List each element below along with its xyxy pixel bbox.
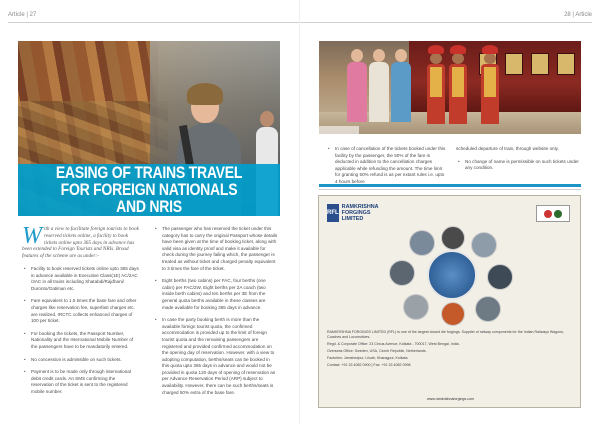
ad-company-name: RAMKRISHNA FORGINGS LIMITED: [341, 204, 379, 222]
right-header-rule: [300, 22, 592, 23]
list-item: • No change of name is permissible on such tickets under any condition.: [456, 159, 581, 172]
ad-factories: Factories: Jamshedpur, Liluah, Kharagpur, Kolkata.: [327, 356, 409, 360]
intro-text: ith a view to facilitate foreign tourists to book reserved tickets online, a facility to book tickets online upto 365 days in advance has been extended to Foreign Tourists and NRIs. Broad features of the scheme are as under:-: [22, 226, 139, 260]
dropcap: W: [22, 223, 42, 249]
left-col1-bullets: [22, 266, 139, 396]
section-divider-grey: [319, 189, 581, 190]
list-item: • Facility to book reserved tickets online upto 365 days in advance available in Executive Class(1E) AC/2AC /3AC in all trains including Shatabdi/Rajdhani/ Duronto/Gatiman etc.: [22, 266, 139, 292]
ad-logo-mark: RFL: [327, 204, 339, 222]
photo-tourist-1: [347, 49, 367, 119]
ad-overseas-office: Overseas Office: Sweden, USA, Czech Republic, Netherlands.: [327, 349, 427, 353]
ad-paragraph: RAMKRISHNA FORGINGS LIMITED (RFL) is one of the largest closed die forgings. Supplier of railway components for the Indian Railways Wagons, Coaches and Locomotives.: [327, 330, 564, 339]
list-item: • Payment is to be made only through international debit credit cards. An SMS confirming the reservation of the ticket is sent to the registered mobile number.: [22, 369, 139, 395]
list-item: • In case the party booking berth is more than the available foreign tourist quota, the confirmed accommodation is provided up to the limit of foreign tourist quota and the remaining passengers are registered and provided confirmed accommodation on the opening day of reservation. However, with a view to adopting computation, berths/seats can be booked in this quota upto 365 days in advance and would not be provided in quota 120 days of opening of reservation as per Advance Reservation Period (ARP) subject to availability. However, there can be such berths/seats is charged 50% extra of the base fare.: [153, 317, 278, 396]
article-headline: EASING OF TRAINS TRAVEL FOR FOREIGN NATIONALS AND NRIS: [55, 163, 243, 216]
right-page: [300, 0, 600, 424]
train-photo: [319, 41, 581, 134]
right-column-2: [456, 146, 581, 178]
left-header-rule: [8, 22, 300, 23]
ad-logo: [327, 203, 389, 223]
right-col2-bullets: [456, 159, 581, 172]
section-divider-blue: [319, 184, 581, 187]
left-column-2: [153, 226, 278, 402]
photo-attendant-1: [427, 45, 445, 123]
ad-website: www.ramkrishnaforgings.com: [427, 397, 474, 401]
list-item: • Eight berths (two cabins) per FAC, four berths (one cabin) per FAC/2W, Eight berths per 2A coach (two inside berth cabins) and ten berths per 3E from the general quota berths available in these classes are made available for booking 365 days in advance.: [153, 278, 278, 311]
left-page-header: Article | 27: [8, 12, 37, 18]
list-item: • The passenger who has reserved the ticket under this category has to carry the original Passport whose details have been given at the time of booking ticket, along with valid visa as identity proof and make it available for check during the journey failing which, the passenger is treated as without ticket and charged penalty equivalent to 3 times the fare of the ticket.: [153, 226, 278, 272]
advertisement: [318, 195, 581, 408]
article-headline-band: [18, 164, 280, 216]
right-page-header: 28 | Article: [564, 12, 592, 18]
photo-attendant-3: [481, 45, 499, 123]
list-item: • No concession is admissible on such tickets.: [22, 357, 139, 364]
intro-paragraph: [22, 223, 139, 260]
ad-registered-office: Regd. & Corporate Office: 23 Circus Avenue, Kolkata - 700017, West Bengal, India.: [327, 342, 460, 346]
ad-emblem-icon: [536, 205, 570, 222]
left-col2-bullets: [153, 226, 278, 396]
ad-product-collage: [379, 226, 524, 326]
right-col1-bullets: [326, 146, 446, 186]
photo-attendant-2: [449, 45, 467, 123]
left-column-1: [22, 223, 139, 401]
list-item: • For booking the tickets, the Passport Number, Nationality and the International Mobile Number of the passengers have to be mandatorily entered.: [22, 331, 139, 351]
list-item: • In case of cancellation of the tickets booked under this facility by the passenger, the 50% of the fare is deducted in addition to the cancellation charges applicable while refunding the amount. The time limit for granting 50% refund is as per extant rules i.e. upto 4 hours before: [326, 146, 446, 186]
list-item: • Fare equivalent to 1.5 times the base fare and other charges like reservation fee, superfast charges etc. are realized. IRCTC collects enhanced charges of 100 per ticket.: [22, 298, 139, 324]
photo-tourist-3: [391, 49, 411, 119]
ad-body: [327, 330, 574, 370]
photo-tourist-2: [369, 49, 389, 119]
ad-contact: Contact: +91 33 4082 0900 | Fax: +91 33 4082 0998: [327, 363, 411, 367]
continued-text: scheduled departure of train, through website only.: [456, 146, 559, 151]
photo-caption-tag: [319, 126, 359, 134]
